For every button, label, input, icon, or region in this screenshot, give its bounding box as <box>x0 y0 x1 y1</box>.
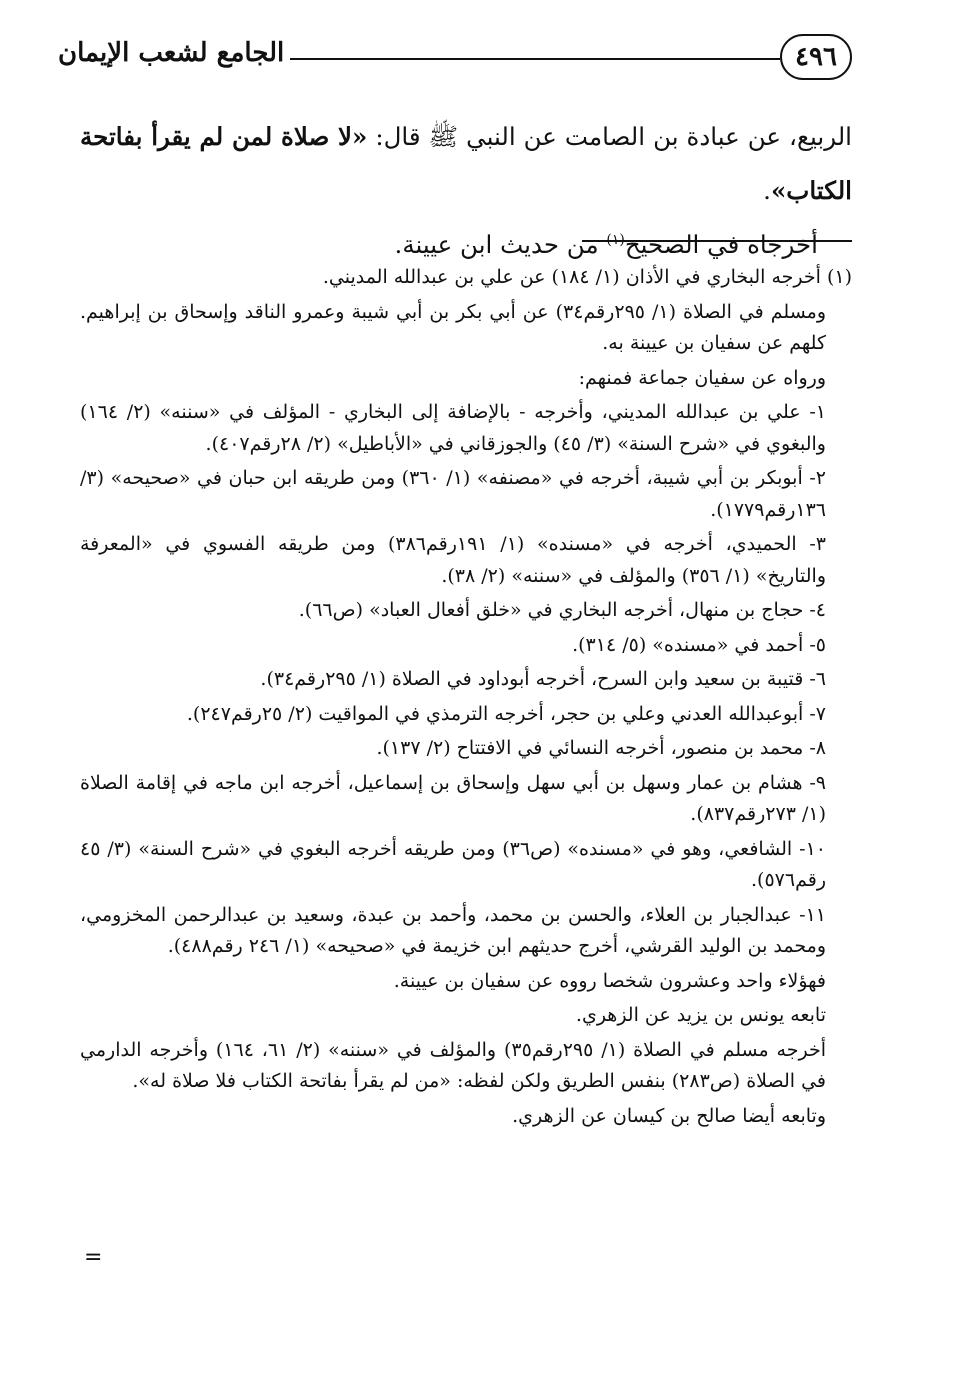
footnote-paragraph: ٥- أحمد في «مسنده» (٥/ ٣١٤). <box>572 633 826 656</box>
footnote-paragraph: (١) أخرجه البخاري في الأذان (١/ ١٨٤) عن علي بن عبدالله المديني. <box>322 266 852 288</box>
page-header <box>58 28 852 96</box>
footnote-paragraph: ٢- أبوبكر بن أبي شيبة، أخرجه في «مصنفه» (١/ ٣٦٠) ومن طريقه ابن حبان في «صحيحه» (٣/ ١٣٦رقم١٧٧٩). <box>80 467 826 521</box>
main-line-2-before: أخرجاه في الصحيح <box>624 230 818 259</box>
footnote-paragraph: ٩- هشام بن عمار وسهل بن أبي سهل وإسحاق بن إسماعيل، أخرجه ابن ماجه في إقامة الصلاة (١/ ٢٧٣رقم٨٣٧). <box>80 771 826 825</box>
footnote-paragraph: ورواه عن سفيان جماعة فمنهم: <box>578 366 826 389</box>
header-rule <box>290 58 780 60</box>
main-line-1-before: الربيع، عن عبادة بن الصامت عن النبي ﷺ قال: <box>367 122 852 151</box>
main-line-1-after: . <box>763 176 771 205</box>
footnote-paragraph: فهؤلاء واحد وعشرون شخصا رووه عن سفيان بن عيينة. <box>393 969 826 992</box>
continuation-mark: = <box>84 1245 103 1270</box>
footnote-paragraph: ١- علي بن عبدالله المديني، وأخرجه - بالإضافة إلى البخاري - المؤلف في «سننه» (٢/ ١٦٤) والبغوي في «شرح السنة» (٣/ ٤٥) والجوزقاني في «الأباطيل» (٢/ ٢٨رقم٤٠٧). <box>80 401 826 455</box>
footnote-paragraph: ومسلم في الصلاة (١/ ٢٩٥رقم٣٤) عن أبي بكر بن أبي شيبة وعمرو الناقد وإسحاق بن إبراهيم. كلهم عن سفيان بن عيينة به. <box>80 300 826 354</box>
footnote-paragraph: أخرجه مسلم في الصلاة (١/ ٢٩٥رقم٣٥) والمؤلف في «سننه» (٢/ ٦١، ١٦٤) وأخرجه الدارمي في الصلاة (ص٢٨٣) بنفس الطريق ولكن لفظه: «من لم يقرأ بفاتحة الكتاب فلا صلاة له». <box>80 1038 826 1092</box>
hadith-quote: «لا صلاة لمن لم يقرأ بفاتحة الكتاب» <box>80 122 852 205</box>
footnote-paragraph: ٦- قتيبة بن سعيد وابن السرح، أخرجه أبوداود في الصلاة (١/ ٢٩٥رقم٣٤). <box>260 668 826 690</box>
main-text <box>80 110 852 272</box>
footnote-paragraph: ٨- محمد بن منصور، أخرجه النسائي في الافتتاح (٢/ ١٣٧). <box>376 737 826 759</box>
footnote-paragraph: ٧- أبوعبدالله العدني وعلي بن حجر، أخرجه الترمذي في المواقيت (٢/ ٢٥رقم٢٤٧). <box>186 702 826 725</box>
footnote-paragraph: ٤- حجاج بن منهال، أخرجه البخاري في «خلق أفعال العباد» (ص٦٦). <box>298 599 826 621</box>
footnote-paragraph: تابعه يونس بن يزيد عن الزهري. <box>575 1004 826 1026</box>
main-line-1 <box>80 110 852 218</box>
main-line-2-after: من حديث ابن عيينة. <box>394 230 607 259</box>
book-title: الجامع لشعب الإيمان <box>58 38 285 68</box>
footnotes <box>80 262 852 1135</box>
footnote-separator <box>582 240 852 242</box>
footnote-paragraph: ٣- الحميدي، أخرجه في «مسنده» (١/ ١٩١رقم٣٨٦) ومن طريقه الفسوي في «المعرفة والتاريخ» (١/ ٣٥٦) والمؤلف في «سننه» (٢/ ٣٨). <box>80 533 827 587</box>
footnote-paragraph: ١٠- الشافعي، وهو في «مسنده» (ص٣٦) ومن طريقه أخرجه البغوي في «شرح السنة» (٣/ ٤٥ رقم٥٧٦). <box>80 837 826 891</box>
footnote-paragraph: ١١- عبدالجبار بن العلاء، والحسن بن محمد، وأحمد بن عبدة، وسعيد بن عبدالرحمن المخزومي، ومحمد بن الوليد القرشي، أخرج حديثهم ابن خزيمة في «صحيحه» (١/ ٢٤٦ رقم٤٨٨). <box>80 903 826 957</box>
footnote-reference: (١) <box>606 231 625 248</box>
page-number: ٤٩٦ <box>780 34 852 80</box>
footnote-paragraph: وتابعه أيضا صالح بن كيسان عن الزهري. <box>512 1104 826 1127</box>
